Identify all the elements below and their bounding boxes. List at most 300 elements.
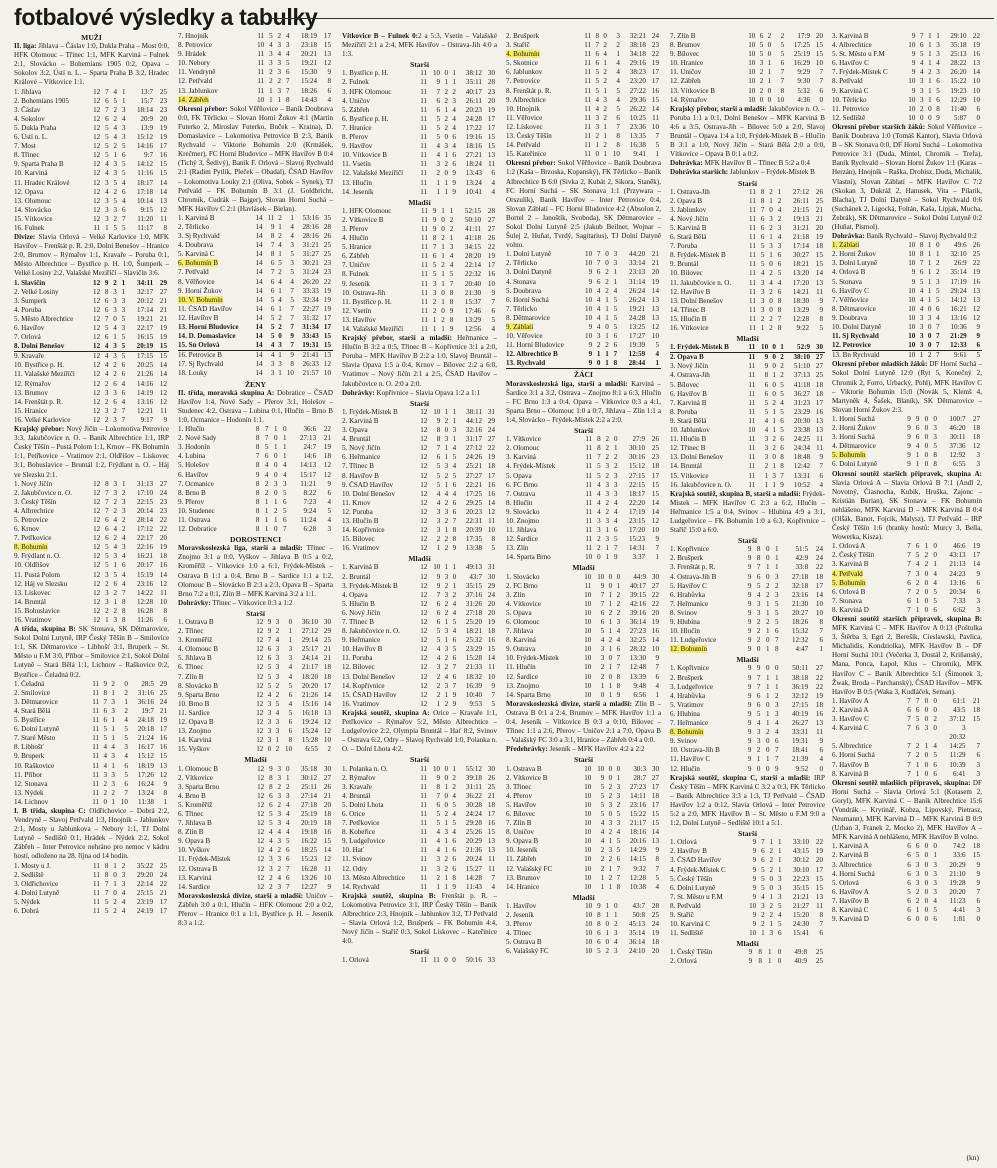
score: 41:18 [464, 234, 482, 243]
losses: 3 [616, 618, 621, 626]
wins: 10 [432, 764, 441, 773]
draws: 1 [444, 453, 449, 462]
games-played: 10 [749, 929, 757, 938]
points: 5 [655, 141, 659, 150]
score: 28:22 [950, 59, 967, 68]
games-played: 12 [256, 699, 264, 708]
draws: 0 [273, 488, 278, 497]
points: 14 [972, 68, 980, 77]
team-name-text: 5. Opava [506, 608, 532, 617]
wins: 6 [761, 847, 765, 856]
team-name [832, 715, 904, 724]
table-row [14, 133, 169, 142]
team-name [342, 261, 416, 270]
wins: 1 [264, 515, 269, 524]
score: 33:6 [952, 851, 966, 860]
points: 23 [159, 96, 167, 105]
team-name [670, 902, 744, 911]
team-name [832, 415, 904, 424]
wins: 0 [756, 645, 761, 654]
games-played: 11 [584, 95, 592, 104]
wins: 4 [436, 142, 441, 151]
games-played: 11 [749, 305, 756, 314]
standings-table [342, 563, 497, 709]
results-paragraph: Divize: Slavia Orlová – Velké Karlovice 1:0, MFK Havířov – Frenštát p. R. 2:0, Dolní Benešov – Hranice 2:0, Brumov – Rýmařov 1:1, Kravaře – Poruba 0:1, Město Albrechtice – Bystřice p. H. 1:0, Šumperk – Velké Losiny 2:2, Valašské Meziříčí – Slavičín 3:6. [14, 233, 169, 278]
results-paragraph: Krajský přebor, starší a mladší: Heřmanice – Hlučín B 3:2 a 0:5, Třinec B – Kopřivnice 3:1 a 2:0, Poruba – MFK Havířov B 2:2 a 1:0, Slavoj Bruntál – Slavia Opava 1:5 a 0:4, Krnov – Bílovec 2:2 a 6:0, Vratimov – Nový Jičín 2:1 a 2:5, ČSAD Havířov – Jakubčovice n. O. 2:0 a 2:0. [342, 334, 497, 388]
points: 3 [976, 760, 980, 769]
losses: 5 [124, 770, 128, 779]
wins: 5 [761, 865, 765, 874]
draws: 4 [278, 241, 282, 250]
draws: 1 [928, 77, 932, 86]
games-played: 9 [911, 277, 916, 286]
draws: 2 [928, 68, 932, 77]
team-name [342, 78, 416, 87]
points: 29 [487, 581, 495, 590]
games-played: 11 [585, 480, 593, 489]
score: 11:40 [950, 104, 967, 113]
team-name-text: 8. Frenštát p. R. [506, 86, 552, 95]
wins: 5 [432, 261, 437, 270]
points: 3 [327, 525, 331, 534]
draws: 2 [608, 608, 613, 617]
team-name-text: 1. Čeladná [14, 679, 45, 688]
table-row [506, 553, 661, 562]
games-played: 10 [908, 351, 916, 360]
losses [930, 733, 939, 742]
team-name [506, 123, 580, 132]
team-name-text: 10. Dolní Benešov [342, 489, 396, 498]
points: 12 [323, 461, 331, 470]
team-name-text: 8. Dětmarovice [832, 304, 876, 313]
score: 18:26 [791, 618, 809, 626]
wins: 6 [919, 268, 924, 277]
games-played: 6 [907, 596, 911, 605]
score: 31:11 [466, 782, 482, 791]
team-name-text: 12. Stonava [14, 779, 48, 788]
points: 12 [651, 516, 659, 525]
table-row [178, 627, 333, 636]
team-name-text: 7. Poruba [670, 242, 698, 251]
table-row [14, 789, 169, 798]
table-row [506, 920, 661, 929]
wins: 3 [105, 588, 109, 597]
score: 40:17 [629, 581, 646, 590]
games-played: 7 [255, 452, 260, 461]
table-row [670, 911, 825, 920]
team-name-text: 8. Fulnek [342, 270, 369, 279]
points: 13 [323, 50, 331, 59]
losses: 4 [452, 809, 456, 818]
games-played: 9 [747, 627, 752, 636]
draws: 0 [924, 442, 929, 451]
games-played: 11 [93, 897, 100, 906]
games-played: 9 [747, 691, 752, 700]
table-row [178, 287, 333, 296]
team-name [506, 259, 580, 268]
points: 6 [819, 471, 823, 480]
team-name-text: 7. Petřkovice [342, 819, 380, 828]
games-played: 10 [748, 86, 756, 95]
team-name [670, 462, 744, 471]
team-name-text: 2. Opava B [670, 353, 704, 362]
score: 26:27 [791, 719, 809, 728]
team-name-text: 10. Karviná [14, 169, 48, 178]
table-row [342, 582, 497, 591]
team-name-text: 8. Slovácko B [178, 681, 218, 690]
losses: 2 [121, 515, 126, 524]
games-played: 11 [420, 142, 428, 151]
points: 10 [651, 645, 659, 654]
team-name-text: 11. Příbor [14, 770, 43, 779]
wins: 6 [436, 618, 441, 626]
wins: 6 [759, 32, 764, 40]
team-name [506, 865, 580, 874]
team-name [506, 846, 580, 855]
table-row [178, 332, 333, 341]
games-played: 11 [420, 69, 428, 78]
score: 10:38 [629, 882, 646, 891]
draws: 1 [444, 819, 448, 828]
draws: 2 [113, 406, 117, 415]
wins: 4 [267, 690, 272, 699]
team-name [14, 389, 88, 398]
team-name [670, 371, 744, 380]
games-played: 11 [749, 196, 756, 205]
team-name [832, 442, 904, 451]
points: 10 [815, 599, 823, 608]
points: 25 [159, 861, 167, 870]
team-name-text: 3. Český Těšín [14, 497, 57, 506]
standings-table [670, 545, 825, 654]
score: 35:18 [300, 764, 318, 773]
team-name-text: 2. Karviná A [832, 705, 869, 714]
games-played: 14 [255, 295, 263, 304]
score: 40:17 [465, 87, 482, 96]
wins: 4 [596, 304, 601, 313]
draws: 0 [608, 672, 613, 681]
table-row [178, 774, 333, 783]
points: 28 [487, 206, 495, 215]
losses: 10 [286, 369, 294, 378]
points: 21 [815, 205, 823, 214]
table-row [506, 535, 661, 544]
table-row [342, 846, 497, 855]
team-name [342, 325, 416, 334]
team-name [14, 370, 88, 379]
team-name-text: 13. Olomouc [14, 196, 52, 205]
team-name-text: 9. Ludgeřovice [342, 837, 385, 846]
table-row [506, 77, 661, 86]
draws: 1 [769, 892, 774, 901]
table-row [670, 737, 825, 746]
wins: 2 [915, 578, 920, 587]
wins: 2 [105, 606, 109, 615]
wins: 7 [600, 590, 605, 599]
team-name-text: 7. Jihlava [506, 627, 534, 636]
table-row [14, 598, 169, 607]
losses: 9 [452, 544, 457, 553]
wins: 1 [764, 480, 769, 489]
score: 37:36 [949, 442, 966, 451]
losses: 8 [616, 672, 621, 681]
team-name [506, 553, 580, 562]
draws: 1 [603, 150, 607, 159]
points: 4 [819, 755, 823, 764]
score: 30:28 [465, 800, 482, 809]
score: 15:12 [137, 752, 154, 761]
losses: 2 [936, 268, 940, 277]
losses: 5 [933, 906, 937, 914]
team-name-text: 2. Nové Sady [178, 434, 217, 443]
draws: 3 [444, 627, 449, 636]
table-row [342, 316, 497, 325]
team-name-text: 6. Heřmanice [342, 453, 381, 462]
team-name [670, 269, 744, 278]
table-row [178, 525, 333, 534]
losses: 5 [616, 837, 621, 846]
wins: 3 [269, 59, 273, 68]
points: 4 [327, 515, 331, 524]
points: 16 [972, 50, 980, 59]
wins: 7 [919, 32, 924, 40]
wins: 3 [105, 205, 109, 214]
wins: 9 [270, 222, 275, 231]
wins: 8 [104, 870, 109, 879]
wins: 7 [105, 506, 109, 515]
wins: 3 [919, 95, 924, 104]
wins: 4 [596, 295, 601, 304]
losses: 5 [777, 269, 782, 278]
team-name [342, 573, 416, 582]
team-name [342, 106, 416, 115]
team-name [506, 883, 580, 892]
score: 21:41 [302, 351, 319, 360]
team-name [14, 707, 88, 716]
points: 10 [972, 86, 980, 95]
table-row [342, 408, 497, 417]
team-name-text: 1. Vítkovice [506, 435, 541, 444]
losses: 9 [616, 690, 621, 699]
draws: 1 [605, 332, 609, 341]
losses: 1 [774, 554, 779, 563]
wins: 5 [270, 295, 275, 304]
wins: 9 [104, 278, 109, 287]
draws: 4 [444, 672, 449, 681]
games-played: 11 [420, 169, 428, 178]
draws: 2 [444, 160, 448, 169]
points: 15 [487, 645, 495, 654]
team-name-text: 4. Brno B [178, 791, 206, 800]
score: 27:13 [299, 434, 317, 443]
games-played: 11 [257, 32, 265, 40]
games-played: 9 [911, 86, 916, 95]
games-played: 11 [421, 297, 428, 306]
wins: 11 [267, 213, 275, 222]
score: 28:7 [633, 773, 646, 782]
table-row [832, 861, 982, 870]
losses: 7 [452, 516, 457, 525]
draws: 2 [605, 341, 609, 350]
score: 15:23 [300, 855, 318, 864]
score: 15:37 [464, 297, 482, 306]
wins: 3 [597, 516, 601, 525]
table-row [832, 879, 982, 888]
points: 16 [159, 734, 167, 743]
points: 8 [491, 535, 495, 544]
team-name [506, 902, 580, 911]
score: 41:18 [793, 380, 811, 389]
team-name [506, 535, 580, 544]
points: 7 [819, 77, 823, 86]
team-name-text: 1. Dolní Lutyně [506, 250, 552, 259]
team-name-text: 13. Karviná [178, 873, 212, 882]
draws: 2 [769, 187, 773, 196]
losses: 0 [933, 705, 937, 714]
losses: 6 [780, 416, 784, 425]
wins: 4 [436, 645, 441, 654]
draws: 1 [444, 873, 448, 882]
points: 21 [159, 296, 167, 305]
games-played: 12 [93, 597, 101, 606]
games-played: 12 [93, 352, 101, 361]
wins: 6 [432, 252, 437, 261]
draws: 1 [444, 78, 448, 87]
table-row [14, 871, 169, 880]
losses: 0 [777, 948, 782, 957]
team-name [178, 819, 252, 828]
draws: 5 [278, 259, 282, 268]
games-played: 12 [93, 133, 101, 142]
team-name [178, 855, 252, 864]
team-name-text: 12. Zábřeh [670, 77, 701, 86]
team-name [506, 609, 580, 618]
wins: 5 [432, 270, 437, 279]
table-row [178, 874, 333, 883]
points: 10 [323, 736, 331, 745]
table-row [506, 341, 661, 350]
draws: 2 [608, 636, 613, 645]
table-row [506, 305, 661, 314]
score: 26:11 [466, 96, 482, 105]
score: 29:16 [629, 59, 646, 68]
score: 100:7 [949, 414, 966, 423]
score: 32:10 [950, 250, 967, 259]
team-name-text: 14. Hranice [506, 882, 540, 891]
score: 14:16 [136, 142, 154, 151]
score: 31:27 [302, 250, 319, 259]
wins: 6 [103, 716, 107, 725]
draws: 2 [278, 313, 282, 322]
table-row [832, 87, 982, 96]
games-played: 10 [584, 627, 592, 636]
team-name [14, 115, 88, 124]
score: 39:16 [629, 608, 646, 617]
losses: 3 [936, 68, 940, 77]
wins: 6 [105, 114, 109, 123]
wins: 5 [600, 800, 605, 809]
draws: 6 [113, 379, 117, 388]
score: 28:32 [629, 645, 646, 654]
games-played: 10 [908, 95, 916, 104]
wins: 6 [597, 938, 601, 947]
standings-table [178, 765, 333, 892]
table-row [342, 472, 497, 481]
wins: 5 [267, 672, 272, 681]
points: 15 [972, 851, 980, 860]
score: 22:14 [136, 879, 154, 888]
losses: 4 [616, 95, 620, 104]
score: 20:39 [465, 526, 482, 535]
losses: 8 [780, 462, 784, 471]
losses: 4 [452, 489, 457, 498]
team-name-text: 11. Valašské Meziříčí [14, 370, 75, 379]
score: 18:21 [465, 627, 482, 636]
wins: 3 [917, 341, 925, 351]
points: 12 [972, 304, 980, 313]
section-heading: Mladší [408, 197, 431, 207]
draws: 2 [113, 187, 118, 196]
team-name [342, 673, 416, 682]
standings-table [178, 425, 333, 534]
points: 10 [815, 59, 823, 68]
table-row [178, 480, 333, 489]
score: 14:21 [792, 287, 810, 296]
losses: 3 [774, 700, 779, 709]
games-played: 14 [252, 341, 264, 351]
losses: 4 [616, 59, 620, 68]
points: 20 [651, 947, 659, 956]
competition-name: Dohrávka: [670, 159, 703, 168]
losses: 5 [288, 708, 293, 717]
points: 19 [972, 268, 980, 277]
wins: 2 [597, 535, 601, 544]
games-played: 6 [907, 578, 911, 587]
score: 18:41 [791, 746, 809, 755]
points: 11 [488, 864, 495, 873]
draws: 2 [273, 506, 278, 515]
team-name [342, 600, 416, 609]
points: 15 [815, 260, 823, 269]
draws: 3 [113, 287, 117, 296]
wins: 3 [915, 878, 920, 887]
points: 10 [815, 608, 823, 617]
wins: 2 [264, 479, 269, 488]
games-played: 9 [907, 414, 911, 423]
team-name [342, 115, 416, 124]
draws: 2 [603, 113, 607, 122]
losses: 3 [290, 259, 294, 268]
team-name-text: 5. Karviná B [670, 223, 707, 232]
losses: 2 [780, 353, 784, 362]
wins: 9 [764, 362, 769, 371]
wins: 3 [919, 77, 924, 86]
score: 18:32 [465, 672, 482, 681]
team-name-text: 2. FC Brno [506, 581, 538, 590]
team-name-text: 6. Horní Suchá [506, 295, 549, 304]
losses: 6 [282, 515, 287, 524]
team-name [178, 351, 252, 361]
team-name-text: 6. Horní Suchá [832, 751, 875, 760]
draws: 1 [111, 725, 115, 734]
team-name [342, 151, 416, 160]
team-name-text: 6. Dobrá [14, 907, 39, 915]
wins: 6 [760, 233, 765, 242]
losses: 4 [121, 397, 126, 406]
table-row [832, 259, 982, 268]
games-played: 10 [908, 259, 916, 268]
points: 9 [819, 737, 823, 746]
